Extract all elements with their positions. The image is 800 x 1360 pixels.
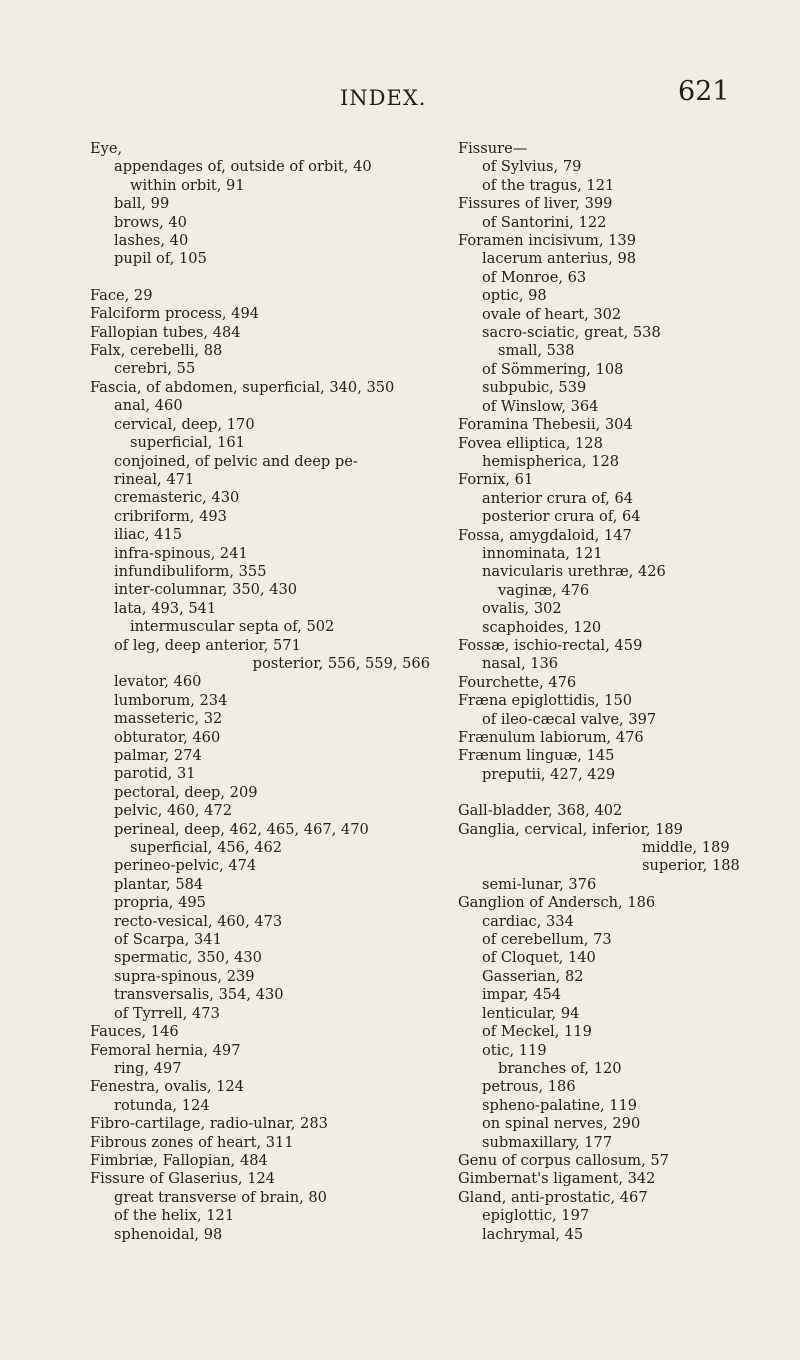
index-subentry: rineal, 471 bbox=[114, 470, 195, 488]
index-heading-entry: Fissure— bbox=[458, 140, 528, 157]
index-subentry: spermatic, 350, 430 bbox=[114, 949, 262, 967]
index-subentry: lumborum, 234 bbox=[114, 691, 228, 709]
index-subentry: navicularis urethræ, 426 bbox=[482, 563, 666, 581]
index-subentry: anterior crura of, 64 bbox=[482, 489, 634, 507]
index-subentry: plantar, 584 bbox=[114, 875, 204, 893]
index-subentry: small, 538 bbox=[498, 342, 575, 360]
index-heading-entry: Gall-bladder, 368, 402 bbox=[458, 802, 623, 820]
index-subentry: of Tyrrell, 473 bbox=[114, 1004, 220, 1022]
index-subentry: branches of, 120 bbox=[498, 1059, 622, 1077]
index-subentry: rotunda, 124 bbox=[114, 1096, 210, 1114]
index-subentry: of ileo-cæcal valve, 397 bbox=[482, 710, 657, 728]
index-heading-entry: Frænulum labiorum, 476 bbox=[458, 729, 644, 746]
page-header bbox=[0, 76, 800, 116]
index-subentry: infra-spinous, 241 bbox=[114, 544, 248, 562]
index-subentry: appendages of, outside of orbit, 40 bbox=[114, 158, 372, 176]
index-subentry: obturator, 460 bbox=[114, 728, 221, 746]
index-heading-entry: Gimbernat's ligament, 342 bbox=[458, 1170, 656, 1188]
index-heading-entry: Fimbriæ, Fallopian, 484 bbox=[90, 1151, 268, 1169]
index-subentry: lenticular, 94 bbox=[482, 1004, 580, 1022]
index-heading-entry: Face, 29 bbox=[90, 286, 153, 304]
index-subentry: of cerebellum, 73 bbox=[482, 931, 612, 949]
index-subentry: lachrymal, 45 bbox=[482, 1225, 584, 1243]
index-subentry: cardiac, 334 bbox=[482, 912, 574, 930]
index-subentry: parotid, 31 bbox=[114, 765, 196, 783]
index-subentry: perineo-pelvic, 474 bbox=[114, 857, 257, 875]
index-column-left bbox=[90, 140, 440, 1244]
index-subentry: superior, 188 bbox=[642, 857, 740, 875]
index-subentry: lacerum anterius, 98 bbox=[482, 250, 637, 268]
index-heading-entry: Fræna epiglottidis, 150 bbox=[458, 692, 633, 710]
index-heading-entry: Fossæ, ischio-rectal, 459 bbox=[458, 636, 643, 654]
index-subentry: semi-lunar, 376 bbox=[482, 875, 597, 893]
index-heading-entry: Fossa, amygdaloid, 147 bbox=[458, 526, 632, 544]
index-subentry: cervical, deep, 170 bbox=[114, 415, 255, 433]
index-subentry: lashes, 40 bbox=[114, 232, 189, 250]
index-subentry: scaphoides, 120 bbox=[482, 618, 602, 636]
index-heading-entry: Femoral hernia, 497 bbox=[90, 1041, 241, 1059]
index-subentry: great transverse of brain, 80 bbox=[114, 1188, 327, 1206]
index-heading-entry: Fibro-cartilage, radio-ulnar, 283 bbox=[90, 1115, 328, 1133]
index-subentry: of Cloquet, 140 bbox=[482, 949, 596, 967]
index-subentry: palmar, 274 bbox=[114, 747, 202, 764]
index-subentry: supra-spinous, 239 bbox=[114, 967, 255, 985]
index-subentry: middle, 189 bbox=[642, 839, 730, 857]
index-subentry: ring, 497 bbox=[114, 1059, 182, 1077]
index-subentry: preputii, 427, 429 bbox=[482, 765, 616, 783]
index-subentry: sphenoidal, 98 bbox=[114, 1225, 223, 1243]
index-subentry: pelvic, 460, 472 bbox=[114, 802, 232, 820]
index-subentry: epiglottic, 197 bbox=[482, 1207, 590, 1225]
index-subentry: ball, 99 bbox=[114, 195, 170, 213]
index-heading-entry: Falciform process, 494 bbox=[90, 305, 260, 323]
index-subentry: nasal, 136 bbox=[482, 655, 559, 673]
index-subentry: spheno-palatine, 119 bbox=[482, 1096, 638, 1114]
index-subentry: impar, 454 bbox=[482, 986, 562, 1004]
index-subentry: of the tragus, 121 bbox=[482, 176, 615, 194]
index-subentry: ovale of heart, 302 bbox=[482, 305, 622, 323]
index-subentry: submaxillary, 177 bbox=[482, 1133, 613, 1151]
index-subentry: levator, 460 bbox=[114, 673, 202, 691]
index-heading-entry: Genu of corpus callosum, 57 bbox=[458, 1151, 669, 1169]
page-number: 621 bbox=[678, 76, 730, 107]
running-title: INDEX. bbox=[340, 86, 427, 110]
index-subentry: infundibuliform, 355 bbox=[114, 562, 267, 580]
index-subentry: posterior crura of, 64 bbox=[482, 508, 641, 526]
index-heading-entry: Fenestra, ovalis, 124 bbox=[90, 1078, 244, 1096]
index-subentry: inter-columnar, 350, 430 bbox=[114, 581, 298, 599]
index-subentry: superficial, 161 bbox=[130, 434, 245, 452]
index-heading-entry: Ganglion of Andersch, 186 bbox=[458, 894, 656, 912]
index-subentry: transversalis, 354, 430 bbox=[114, 986, 284, 1004]
index-subentry: of Winslow, 364 bbox=[482, 397, 599, 415]
index-subentry: of Santorini, 122 bbox=[482, 213, 607, 231]
index-subentry: lata, 493, 541 bbox=[114, 599, 217, 617]
index-subentry: cremasteric, 430 bbox=[114, 489, 240, 507]
index-subentry: innominata, 121 bbox=[482, 544, 603, 562]
index-heading-entry: Ganglia, cervical, inferior, 189 bbox=[458, 820, 683, 838]
index-subentry: posterior, 556, 559, 566 bbox=[252, 654, 430, 672]
index-subentry: masseteric, 32 bbox=[114, 710, 223, 728]
index-subentry: petrous, 186 bbox=[482, 1078, 576, 1096]
entry-gap bbox=[458, 784, 798, 802]
index-heading-entry: Gland, anti-prostatic, 467 bbox=[458, 1188, 648, 1206]
index-subentry: within orbit, 91 bbox=[130, 176, 245, 194]
index-heading-entry: Eye, bbox=[90, 140, 123, 157]
index-subentry: subpubic, 539 bbox=[482, 379, 587, 397]
index-subentry: propria, 495 bbox=[114, 894, 206, 912]
index-heading-entry: Fovea elliptica, 128 bbox=[458, 434, 603, 452]
index-subentry: Gasserian, 82 bbox=[482, 967, 584, 985]
index-subentry: of the helix, 121 bbox=[114, 1207, 235, 1225]
index-subentry: vaginæ, 476 bbox=[498, 581, 590, 599]
index-heading-entry: Fornix, 61 bbox=[458, 471, 534, 489]
index-subentry: iliac, 415 bbox=[114, 526, 183, 544]
index-heading-entry: Fascia, of abdomen, superficial, 340, 350 bbox=[90, 378, 395, 396]
index-subentry: anal, 460 bbox=[114, 397, 183, 415]
index-subentry: of Sylvius, 79 bbox=[482, 158, 582, 176]
entry-gap bbox=[90, 269, 440, 287]
index-subentry: superficial, 456, 462 bbox=[130, 839, 283, 857]
index-heading-entry: Fourchette, 476 bbox=[458, 673, 577, 691]
index-subentry: ovalis, 302 bbox=[482, 600, 562, 618]
index-heading-entry: Falx, cerebelli, 88 bbox=[90, 342, 223, 360]
index-heading-entry: Fissure of Glaserius, 124 bbox=[90, 1170, 276, 1188]
index-subentry: brows, 40 bbox=[114, 213, 187, 231]
index-subentry: of Meckel, 119 bbox=[482, 1023, 592, 1041]
index-heading-entry: Fibrous zones of heart, 311 bbox=[90, 1133, 294, 1151]
index-heading-entry: Foramen incisivum, 139 bbox=[458, 232, 636, 250]
index-subentry: perineal, deep, 462, 465, 467, 470 bbox=[114, 820, 369, 838]
index-subentry: of Monroe, 63 bbox=[482, 268, 587, 286]
index-heading-entry: Foramina Thebesii, 304 bbox=[458, 416, 633, 434]
index-subentry: sacro-sciatic, great, 538 bbox=[482, 324, 661, 342]
index-heading-entry: Frænum linguæ, 145 bbox=[458, 747, 615, 765]
index-heading-entry: Fauces, 146 bbox=[90, 1023, 179, 1041]
index-heading-entry: Fissures of liver, 399 bbox=[458, 195, 613, 213]
index-subentry: of leg, deep anterior, 571 bbox=[114, 636, 301, 654]
index-subentry: of Scarpa, 341 bbox=[114, 931, 222, 949]
index-subentry: recto-vesical, 460, 473 bbox=[114, 912, 283, 930]
index-subentry: otic, 119 bbox=[482, 1041, 547, 1059]
index-subentry: intermuscular septa of, 502 bbox=[130, 618, 335, 636]
index-heading-entry: Fallopian tubes, 484 bbox=[90, 323, 241, 341]
index-subentry: pupil of, 105 bbox=[114, 250, 207, 268]
index-subentry: cerebri, 55 bbox=[114, 360, 196, 378]
index-subentry: on spinal nerves, 290 bbox=[482, 1115, 641, 1133]
index-subentry: conjoined, of pelvic and deep pe- bbox=[114, 452, 358, 470]
index-subentry: of Sömmering, 108 bbox=[482, 360, 624, 378]
index-subentry: hemispherica, 128 bbox=[482, 452, 620, 470]
index-column-right bbox=[458, 140, 798, 1244]
index-subentry: pectoral, deep, 209 bbox=[114, 783, 258, 801]
index-subentry: optic, 98 bbox=[482, 287, 547, 305]
index-subentry: cribriform, 493 bbox=[114, 507, 227, 525]
